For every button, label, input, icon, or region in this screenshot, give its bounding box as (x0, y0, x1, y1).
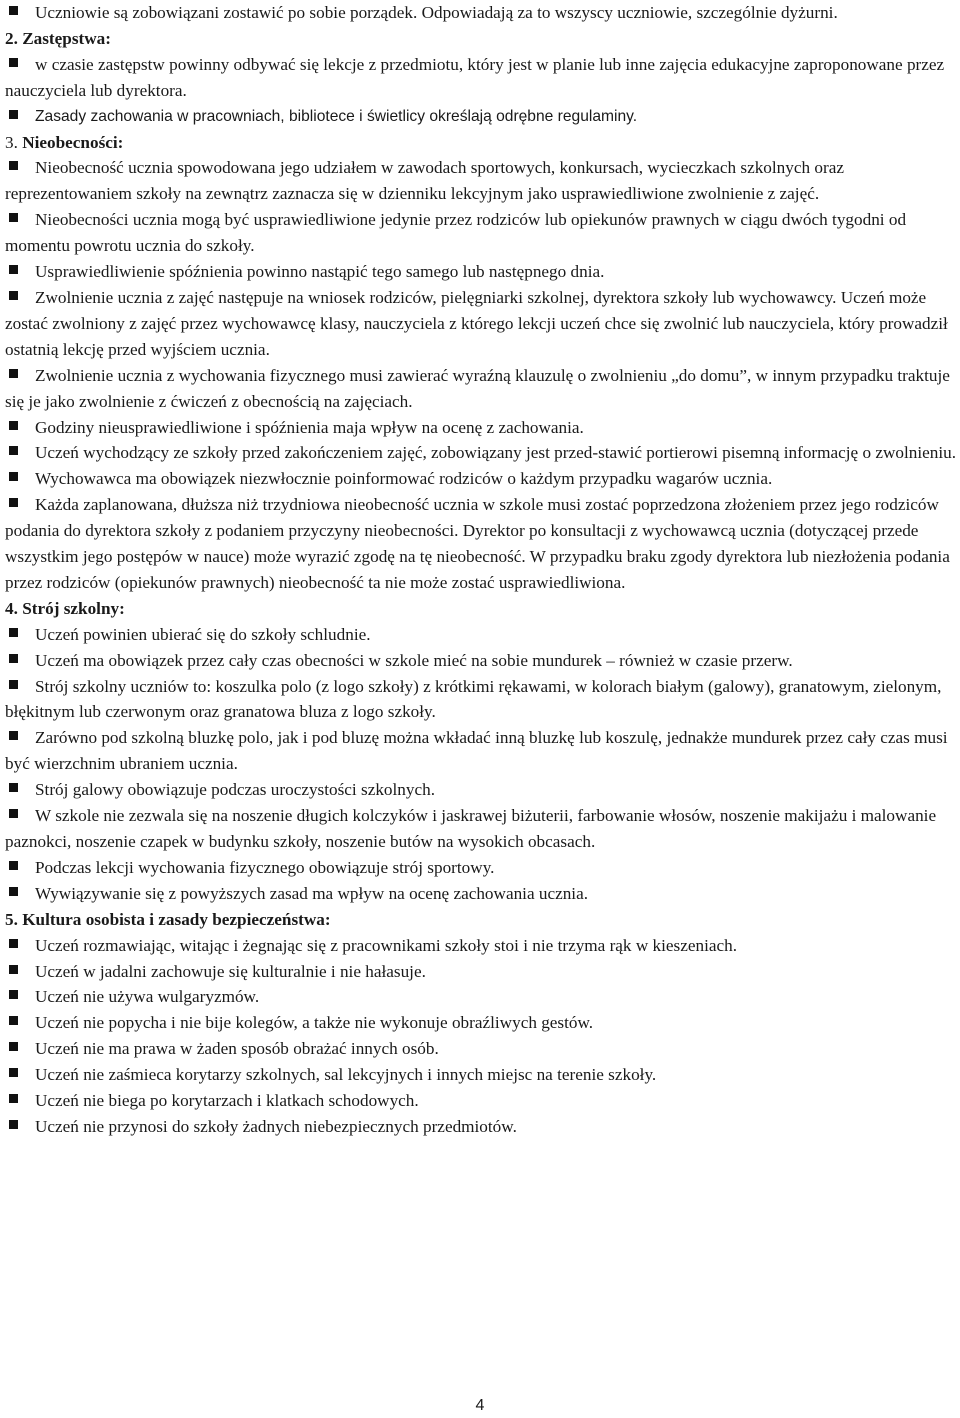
section-number: 5. (5, 909, 23, 929)
square-bullet-icon (9, 6, 18, 15)
list-item (5, 855, 957, 881)
list-item-text: Wywiązywanie się z powyższych zasad ma wpływ na ocenę zachowania ucznia. (35, 883, 589, 903)
section-heading (5, 26, 957, 52)
list-item-text: Podczas lekcji wychowania fizycznego obowiązuje strój sportowy. (35, 857, 495, 877)
list-item (5, 648, 957, 674)
list-item-text: Uczeń nie zaśmieca korytarzy szkolnych, sal lekcyjnych i innych miejsc na terenie szkoły. (35, 1065, 657, 1085)
square-bullet-icon (9, 161, 18, 170)
square-bullet-icon (9, 421, 18, 430)
list-item-text: Usprawiedliwienie spóźnienia powinno nastąpić tego samego lub następnego dnia. (35, 262, 605, 282)
document-body (5, 0, 957, 1140)
list-item (5, 777, 957, 803)
square-bullet-icon (9, 783, 18, 792)
list-item (5, 259, 957, 285)
square-bullet-icon (9, 731, 18, 740)
list-item-text: Strój galowy obowiązuje podczas uroczystości szkolnych. (35, 780, 435, 800)
square-bullet-icon (9, 628, 18, 637)
list-item (5, 1114, 957, 1140)
section-number: 3. (5, 132, 23, 152)
list-item-text: Wychowawca ma obowiązek niezwłocznie poinformować rodziców o każdym przypadku wagarów ucznia. (35, 469, 773, 489)
square-bullet-icon (9, 1068, 18, 1077)
section-title: Kultura osobista i zasady bezpieczeństwa: (22, 909, 331, 929)
list-item-text: Strój szkolny uczniów to: koszulka polo (z logo szkoły) z krótkimi rękawami, w kolorach białym (galowy), granatowym, zielonym, błękitnym lub czerwonym oraz granatowa bluza z logo szkoły. (5, 676, 942, 722)
square-bullet-icon (9, 1094, 18, 1103)
list-item (5, 155, 957, 207)
list-item (5, 674, 957, 726)
square-bullet-icon (9, 291, 18, 300)
list-item (5, 725, 957, 777)
square-bullet-icon (9, 213, 18, 222)
list-item-text: Godziny nieusprawiedliwione i spóźnienia maja wpływ na ocenę z zachowania. (35, 417, 584, 437)
square-bullet-icon (9, 446, 18, 455)
list-item-text: Zarówno pod szkolną bluzkę polo, jak i pod bluzę można wkładać inną bluzkę lub koszulę, jednakże mundurek przez cały czas musi być wierzchnim ubraniem ucznia. (5, 728, 948, 774)
list-item-text: Uczeń nie popycha i nie bije kolegów, a także nie wykonuje obraźliwych gestów. (35, 1013, 594, 1033)
list-item (5, 959, 957, 985)
list-item (5, 104, 957, 130)
square-bullet-icon (9, 110, 18, 119)
square-bullet-icon (9, 809, 18, 818)
section-heading (5, 130, 957, 156)
section-number: 4. (5, 598, 23, 618)
section-heading (5, 907, 957, 933)
section-heading (5, 596, 957, 622)
list-item-text: Zasady zachowania w pracowniach, bibliotece i świetlicy określają odrębne regulaminy. (35, 107, 638, 125)
list-item (5, 440, 957, 466)
list-item-text: Nieobecność ucznia spowodowana jego udziałem w zawodach sportowych, konkursach, wycieczkach szkolnych oraz reprezentowaniem szkoły na zewnątrz zaznacza się w dzienniku lekcyjnym jako usprawiedliwione zwolnienie z zajęć. (5, 158, 844, 204)
list-item (5, 0, 957, 26)
list-item-text: Uczeń ma obowiązek przez cały czas obecności w szkole mieć na sobie mundurek – również w czasie przerw. (35, 650, 793, 670)
list-item-text: Uczeń nie używa wulgaryzmów. (35, 987, 260, 1007)
list-item (5, 984, 957, 1010)
list-item (5, 285, 957, 363)
list-item-text: Zwolnienie ucznia z zajęć następuje na wniosek rodziców, pielęgniarki szkolnej, dyrektora szkoły lub wychowawcy. Uczeń może zostać zwolniony z zajęć przez wychowawcę klasy, nauczyciela z którego lekcji uczeń chce się zwolnić lub nauczyciela, który prowadził ostatnią lekcję przed wyjściem ucznia. (5, 287, 948, 359)
square-bullet-icon (9, 965, 18, 974)
square-bullet-icon (9, 680, 18, 689)
section-title: Strój szkolny: (22, 598, 125, 618)
list-item-text: Każda zaplanowana, dłuższa niż trzydniowa nieobecność ucznia w szkole musi zostać poprzedzona złożeniem przez jego rodziców podania do dyrektora szkoły z podaniem przyczyny nieobecności. Dyrektor po konsultacji z wychowawcą ucznia (dotyczącej przede wszystkim jego postępów w nauce) może wyrazić zgodę na tę nieobecność. W przypadku braku zgody dyrektora lub niezłożenia podania przez rodziców (opiekunów prawnych) nieobecność ta nie może zostać usprawiedliwiona. (5, 495, 950, 592)
square-bullet-icon (9, 369, 18, 378)
square-bullet-icon (9, 265, 18, 274)
section-title: Zastępstwa: (22, 28, 111, 48)
list-item (5, 803, 957, 855)
section-title: Nieobecności: (22, 132, 124, 152)
square-bullet-icon (9, 939, 18, 948)
square-bullet-icon (9, 861, 18, 870)
square-bullet-icon (9, 498, 18, 507)
list-item-text: Uczeń powinien ubierać się do szkoły schludnie. (35, 624, 371, 644)
list-item-text: Uczeń rozmawiając, witając i żegnając się z pracownikami szkoły stoi i nie trzyma rąk w kieszeniach. (35, 935, 737, 955)
list-item (5, 1088, 957, 1114)
list-item-text: Uczeń wychodzący ze szkoły przed zakończeniem zajęć, zobowiązany jest przed-stawić portierowi pisemną informację o zwolnieniu. (35, 443, 957, 463)
list-item-text: Zwolnienie ucznia z wychowania fizycznego musi zawierać wyraźną klauzulę o zwolnieniu „do domu”, w innym przypadku traktuje się je jako zwolnienie z ćwiczeń z obecnością na zajęciach. (5, 365, 950, 411)
list-item (5, 52, 957, 104)
square-bullet-icon (9, 1042, 18, 1051)
list-item (5, 1036, 957, 1062)
list-item (5, 1062, 957, 1088)
list-item (5, 881, 957, 907)
list-item-text: Nieobecności ucznia mogą być usprawiedliwione jedynie przez rodziców lub opiekunów prawnych w ciągu dwóch tygodni od momentu powrotu ucznia do szkoły. (5, 210, 907, 256)
square-bullet-icon (9, 887, 18, 896)
list-item-text: Uczeń nie biega po korytarzach i klatkach schodowych. (35, 1091, 419, 1111)
list-item-text: Uczeń nie przynosi do szkoły żadnych niebezpiecznych przedmiotów. (35, 1116, 517, 1136)
list-item (5, 492, 957, 596)
square-bullet-icon (9, 990, 18, 999)
square-bullet-icon (9, 58, 18, 67)
square-bullet-icon (9, 1016, 18, 1025)
list-item (5, 933, 957, 959)
square-bullet-icon (9, 1120, 18, 1129)
list-item-text: w czasie zastępstw powinny odbywać się lekcje z przedmiotu, który jest w planie lub inne zajęcia edukacyjne zaproponowane przez nauczyciela lub dyrektora. (5, 54, 945, 100)
section-number: 2. (5, 28, 23, 48)
list-item-text: Uczeń w jadalni zachowuje się kulturalnie i nie hałasuje. (35, 961, 426, 981)
list-item-text: W szkole nie zezwala się na noszenie długich kolczyków i jaskrawej biżuterii, farbowanie włosów, noszenie makijażu i malowanie paznokci, noszenie czapek w budynku szkoły, noszenie butów na wysokich obcasach. (5, 806, 937, 851)
list-item-text: Uczniowie są zobowiązani zostawić po sobie porządek. Odpowiadają za to wszyscy uczniowie, szczególnie dyżurni. (35, 3, 838, 22)
list-item (5, 415, 957, 441)
list-item (5, 1010, 957, 1036)
list-item-text: Uczeń nie ma prawa w żaden sposób obrażać innych osób. (35, 1039, 439, 1059)
square-bullet-icon (9, 472, 18, 481)
list-item (5, 363, 957, 415)
square-bullet-icon (9, 654, 18, 663)
list-item (5, 207, 957, 259)
list-item (5, 466, 957, 492)
list-item (5, 622, 957, 648)
page-number: 4 (475, 1397, 485, 1414)
